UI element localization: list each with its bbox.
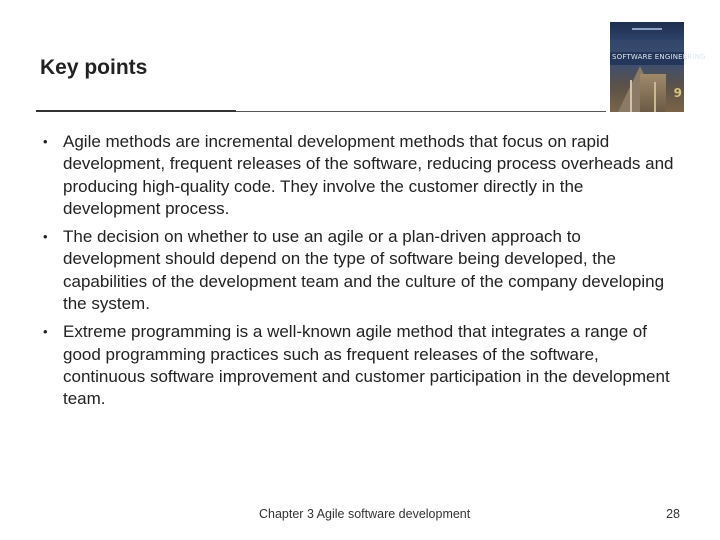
title-divider (236, 111, 606, 112)
page-number: 28 (666, 507, 680, 521)
cover-title-text: SOFTWARE ENGINEERING (612, 53, 706, 61)
bullet-item (40, 226, 680, 315)
bullet-item (40, 321, 680, 410)
bullet-text: The decision on whether to use an agile or a plan-driven approach to development should depend on the type of software being developed, the capabilities of the development team and the culture of the company developing the system. (63, 227, 665, 314)
key-points-list (40, 131, 680, 417)
slide-title: Key points (40, 56, 148, 79)
bullet-text: Agile methods are incremental development methods that focus on rapid development, frequent releases of the software, reducing process overheads and producing high-quality code. They involve the customer directly in the development process. (63, 132, 674, 218)
bullet-dot-icon: • (43, 229, 48, 245)
cover-strut-2 (654, 82, 656, 112)
bullet-item (40, 131, 680, 220)
cover-building-shape-2 (640, 74, 666, 112)
cover-top-band (610, 22, 684, 40)
bullet-dot-icon: • (43, 134, 48, 149)
book-cover-image (610, 22, 706, 112)
bullet-text: Extreme programming is a well-known agile method that integrates a range of good programming practices such as frequent releases of the software, continuous software improvement and customer participation in the development team. (63, 322, 670, 409)
footer-chapter-text: Chapter 3 Agile software development (259, 507, 471, 521)
cover-strut (630, 80, 632, 112)
cover-edition-number: 9 (673, 86, 682, 100)
bullet-dot-icon: • (43, 324, 48, 340)
cover-author-line (632, 28, 662, 30)
title-underline (36, 110, 236, 112)
